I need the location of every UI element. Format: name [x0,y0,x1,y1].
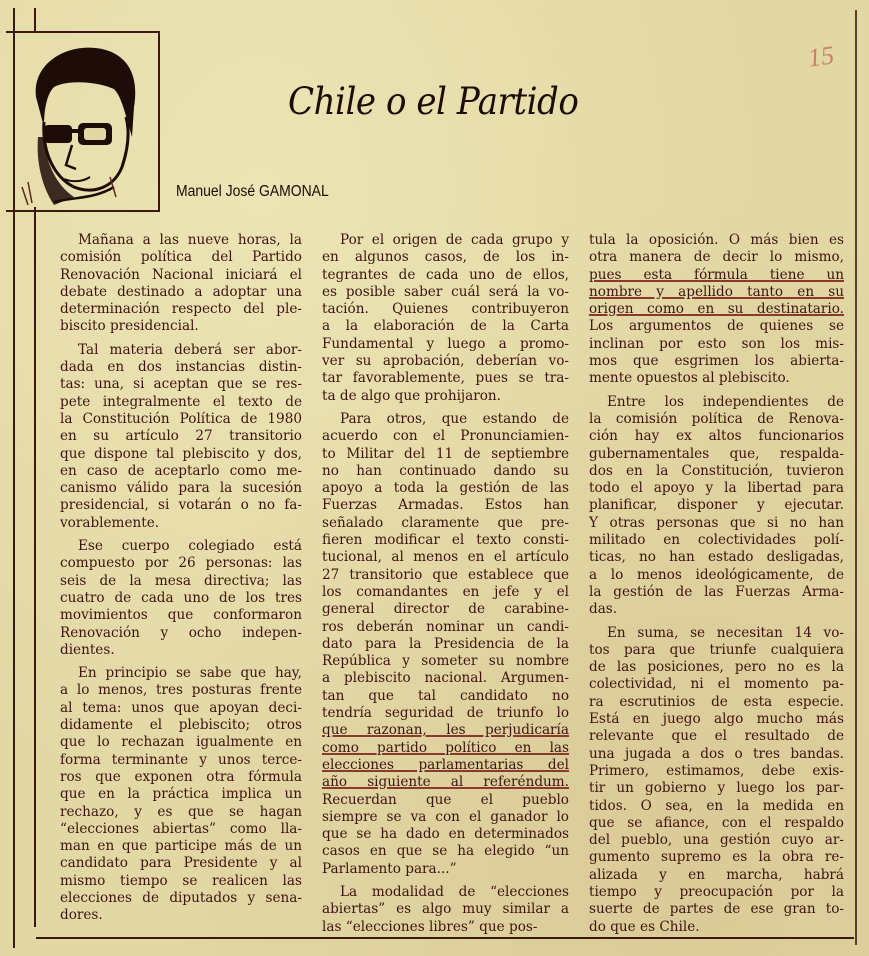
article-text-line: es posible saber cuál será la vo- [322,283,569,300]
article-paragraph [589,625,844,936]
article-paragraph [60,665,302,924]
article-text-line: señalado claramente que pre- [322,514,569,531]
article-text-line: origen como en su destinatario. [589,301,844,318]
article-text-line: ros deberán nominar un candi- [322,618,569,635]
article-text-line: ta de algo que prohijaron. [322,387,502,404]
article-text-line: a la elaboración de la Carta [322,318,569,335]
article-text-line: ros que exponen otra fórmula [60,768,302,785]
article-text-line: gubernamentales que, respalda- [589,445,844,462]
article-text-line: del pueblo, una gestión cuyo ar- [589,832,844,849]
article-paragraph [322,884,569,936]
article-text-line: rechazo, y es que se hagan [60,803,302,820]
article-text-line: las “elecciones libres” que pos- [322,918,538,935]
article-text-line: ra escrutinios de esta especie. [589,693,844,710]
author-portrait-icon [14,37,154,207]
article-text-line: dato para la Presidencia de la [322,635,569,652]
article-text-line: forma terminante y unos terce- [60,751,302,768]
article-text-line: Fuerzas Armadas. Estos han [322,497,569,514]
article-text-line: Los argumentos de quienes se [589,318,844,335]
article-text-line: biscito presidencial. [60,318,199,335]
article-text-line: En principio se sabe que hay, [78,665,302,682]
article-text-line: tir un gobierno y luego los par- [589,780,844,797]
article-text-line: en algunos casos, de los in- [322,249,569,266]
article-text-line: que en la práctica implica un [60,786,302,803]
article-text-line: vorablemente. [60,514,160,531]
article-text-line: candidato para Presidente y al [60,855,302,872]
article-text-line: militado en colectividades polí- [589,532,844,549]
article-text-line: nombre y apellido tanto en su [589,283,844,300]
article-text-line: no han continuado dando su [322,462,569,479]
article-text-line: a lo menos, tres posturas frente [60,682,302,699]
author-byline: Manuel José GAMONAL [176,183,329,200]
article-text-line: Fundamental y luego a promo- [322,335,569,352]
article-text-line: Por el origen de cada grupo y [340,232,569,248]
article-text-line: dores. [60,907,103,924]
article-text-line: alizada y en marcha, habrá [589,866,844,883]
article-text-line: fieren modificar el texto consti- [322,532,569,549]
article-text-line: tos para que triunfe cualquiera [589,641,844,658]
article-paragraph [322,411,569,878]
article-text-line: planificar, disponer y ejecutar. [589,497,844,514]
article-text-line: ticas, no han estado desligadas, [589,549,844,566]
article-text-line: Parlamento para...” [322,860,457,877]
article-text-line: otra manera de decir lo mismo, [589,249,844,266]
article-text-line: Para otros, que estando de [340,410,569,427]
article-text-line: Ese cuerpo colegiado está [78,538,302,555]
article-text-line: tula la oposición. O más bien es [589,232,844,248]
article-text-line: que dispone tal plebiscito y dos, [60,445,302,462]
article-text-line: que se ha dado en determinados [322,826,569,843]
article-text-line: to Militar del 11 de septiembre [322,445,569,462]
article-text-line: man en que participe más de un [60,838,302,855]
article-text-line: Renovación y ocho indepen- [60,624,302,641]
article-text-line: cuatro de cada uno de los tres [60,589,302,606]
article-text-line: comisión política del Partido [60,249,302,266]
article-text-line: como partido político en las [322,739,569,756]
article-text-line: determinación respecto del ple- [60,301,302,318]
article-text-line: abiertas” es algo muy similar a [322,901,569,918]
article-text-line: Entre los independientes de [607,393,844,410]
article-text-line: Y otras personas que si no han [589,514,844,531]
article-text-line: 27 transitorio que establece que [322,566,569,583]
article-text-line: movimientos que conformaron [60,607,302,624]
article-text-line: presidencial, si votarán o no fa- [60,497,302,514]
article-text-line: ver su aprobación, deberían vo- [322,353,569,370]
article-text-line: tan que tal candidato no [322,687,569,704]
article-column-3 [589,232,844,942]
article-text-line: que lo rechazan igualmente en [60,734,302,751]
article-text-line: inclinan por esto son los mis- [589,335,844,352]
article-text-line: Tal materia deberá ser abor- [78,341,302,358]
article-text-line: Recuerdan que el pueblo [322,791,569,808]
article-text-line: Está en juego algo mucho más [589,711,844,728]
article-text-line: Renovación Nacional iniciará el [60,266,302,283]
article-text-line: elecciones parlamentarias del [322,756,569,773]
article-text-line: canismo válido para la sucesión [60,480,302,497]
article-text-line: colectividad, ni el momento pa- [589,676,844,693]
article-text-line: do que es Chile. [589,918,700,935]
article-paragraph [589,394,844,619]
article-paragraph [60,232,302,336]
article-text-line: La modalidad de “elecciones [340,883,569,900]
handwritten-page-number: 15 [806,40,836,73]
article-text-line: la comisión política de Renova- [589,410,844,427]
article-text-line: dada en dos instancias distin- [60,359,302,376]
article-text-line: a lo menos ideológicamente, de [589,566,844,583]
article-text-line: tación. Quienes contribuyeron [322,301,569,318]
article-text-line: acuerdo con el Pronunciamien- [322,428,569,445]
article-column-1 [60,232,302,931]
article-paragraph [60,538,302,659]
article-text-line: tidos. O sea, en la medida en [589,797,844,814]
article-text-line: pues esta fórmula tiene un [589,266,844,283]
article-text-line: dientes. [60,641,115,658]
article-text-line: los comandantes en jefe y el [322,583,569,600]
article-paragraph [589,232,844,388]
article-text-line: la gestión de las Fuerzas Arma- [589,583,844,600]
article-text-line: tucional, al menos en el artículo [322,549,569,566]
article-text-line: una jugada a dos o tres bandas. [589,745,844,762]
article-text-line: elecciones de diputados y sena- [60,889,302,906]
article-text-line: mente opuestos al plebiscito. [589,370,790,387]
article-text-line: pete integralmente el texto de [60,393,302,410]
article-text-line: tar favorablemente, pues se tra- [322,370,569,387]
article-text-line: En suma, se necesitan 14 vo- [607,624,844,641]
article-paragraph [322,232,569,405]
article-text-line: casos en que se ha elegido “un [322,843,569,860]
left-frame-rule-inner [34,8,36,33]
article-text-line: Primero, estimamos, debe exis- [589,762,844,779]
article-text-line: tas: una, si aceptan que se res- [60,376,302,393]
article-text-line: tendría seguridad de triunfo lo [322,705,569,722]
article-text-line: siempre se va con el ganador lo [322,808,569,825]
article-text-line: todo el apoyo y la libertad para [589,480,844,497]
article-text-line: en su artículo 27 transitorio [60,428,302,445]
article-text-line: relevante que el resultado de [589,728,844,745]
article-text-line: la Constitución Política de 1980 [60,410,302,427]
article-text-line: tegrantes de cada uno de ellos, [322,266,569,283]
article-text-line: didamente el plebiscito; otros [60,717,302,734]
author-portrait-frame [6,31,160,212]
article-text-line: mismo tiempo se realicen las [60,872,302,889]
article-text-line: Mañana a las nueve horas, la [78,232,302,248]
article-text-line: general director de carabine- [322,601,569,618]
article-text-line: “elecciones abiertas” como lla- [60,820,302,837]
article-text-line: das. [589,601,618,618]
article-text-line: seis de la mesa directiva; las [60,572,302,589]
article-text-line: al tema: unos que apoyan deci- [60,699,302,716]
article-text-line: apoyo a toda la gestión de las [322,480,569,497]
right-frame-rule [855,10,857,945]
article-text-line: ción hay ex altos funcionarios [589,428,844,445]
article-text-line: tiempo y preocupación por la [589,883,844,900]
article-title: Chile o el Partido [288,80,579,123]
left-frame-rule-inner-lower [34,207,36,927]
article-text-line: a plebiscito nacional. Argumen- [322,670,569,687]
article-text-line: que razonan, les perjudicaría [322,722,569,739]
article-text-line: debate destinado a adoptar una [60,283,302,300]
article-text-line: de las posiciones, pero no es la [589,659,844,676]
article-column-2 [322,232,569,942]
article-text-line: mos que esgrimen los abierta- [589,353,844,370]
article-text-line: suerte de partes de ese gran to- [589,901,844,918]
article-text-line: dos en la Constitución, tuvieron [589,462,844,479]
article-text-line: compuesto por 26 personas: las [60,555,302,572]
article-text-line: gumento supremo es la obra re- [589,849,844,866]
article-text-line: República y someter su nombre [322,653,569,670]
article-text-line: año siguiente al referéndum. [322,774,569,791]
article-text-line: que se afiance, con el respaldo [589,814,844,831]
article-text-line: en caso de aceptarlo como me- [60,462,302,479]
article-paragraph [60,342,302,532]
